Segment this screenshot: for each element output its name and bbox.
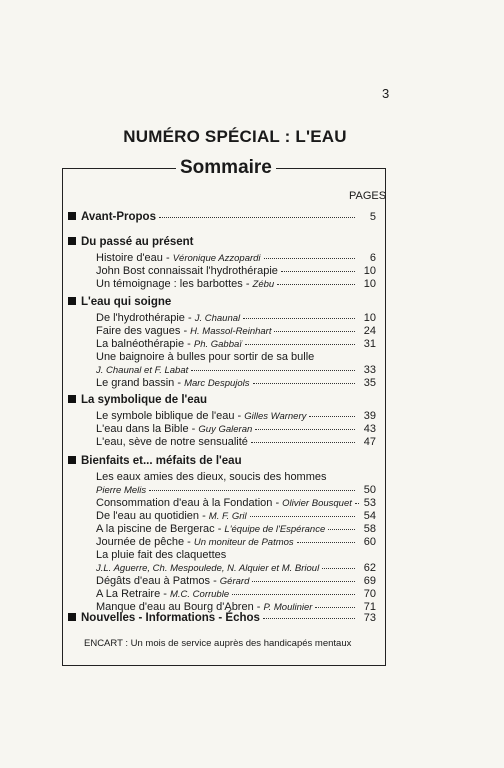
leader-dots: [250, 516, 355, 517]
section-heading: [68, 612, 376, 628]
entry-author: Olivier Bousquet: [282, 498, 352, 509]
entry-author: Pierre Melis: [96, 485, 147, 496]
section-nouvelles: [68, 612, 376, 628]
toc-entry: L'eau dans la Bible - Guy Galeran 43: [96, 423, 376, 435]
section-heading-label: La symbolique de l'eau: [81, 394, 208, 406]
entry-page-number: 53: [363, 497, 376, 509]
leader-dots: [253, 383, 355, 384]
entry-title: Un témoignage : les barbottes: [96, 278, 243, 290]
entry-page-number: 43: [363, 423, 376, 435]
pages-column-label: PAGES: [349, 190, 387, 202]
leader-dots: [251, 442, 355, 443]
entry-title: Le grand bassin: [96, 377, 175, 389]
leader-dots: [281, 271, 355, 272]
toc-entry: Manque d'eau au Bourg d'Abren - P. Moulinier 71: [96, 601, 376, 613]
leader-dots: [252, 581, 355, 582]
entry-author: P. Moulinier: [263, 602, 313, 613]
entry-page-number: 33: [363, 364, 376, 376]
toc-entry: A la piscine de Bergerac - L'équipe de l'Espérance 58: [96, 523, 376, 535]
entry-title: Faire des vagues: [96, 325, 181, 337]
leader-dots: [274, 331, 355, 332]
section-heading: [68, 455, 376, 471]
section-heading-label: Avant-Propos: [81, 211, 156, 223]
entry-title: Journée de pêche: [96, 536, 185, 548]
entry-page-number: 60: [363, 536, 376, 548]
leader-dots: [264, 258, 355, 259]
leader-dots: [255, 429, 355, 430]
entry-title: L'eau dans la Bible: [96, 423, 189, 435]
toc-entry: [68, 436, 376, 449]
leader-dots: [232, 594, 355, 595]
entry-title: De l'eau au quotidien: [96, 510, 200, 522]
entry-author: Ph. Gabbaï: [193, 339, 242, 350]
entry-author: J.L. Aguerre, Ch. Mespoulede, N. Alquier et M. Brioul: [96, 563, 320, 574]
entry-author: M. F. Gril: [208, 511, 247, 522]
toc-entry: A La Retraire - M.C. Corruble 70: [96, 588, 376, 600]
section-du-passe-au-present: [68, 236, 376, 291]
entry-title: Le symbole biblique de l'eau: [96, 410, 235, 422]
entry-page-number: 39: [363, 410, 376, 422]
entry-author: L'équipe de l'Espérance: [224, 524, 326, 535]
entry-page-number: 58: [363, 523, 376, 535]
toc-entry: [68, 265, 376, 278]
leader-dots: [263, 618, 355, 619]
entry-author: Véronique Azzopardi: [172, 253, 261, 264]
entry-page-number: 50: [363, 484, 376, 496]
toc-entry: [68, 471, 376, 484]
entry-page-number: 24: [363, 325, 376, 337]
entry-page-number: 10: [363, 278, 376, 290]
leader-dots: [159, 217, 355, 218]
entry-title: Les eaux amies des dieux, soucis des hommes: [96, 471, 327, 483]
entry-author: Guy Galeran: [198, 424, 253, 435]
toc-entry: Dégâts d'eau à Patmos - Gérard 69: [96, 575, 376, 587]
entry-author: Gilles Warnery: [244, 411, 307, 422]
toc-entry: Consommation d'eau à la Fondation - Olivier Bousquet 53: [96, 497, 376, 509]
entry-author: H. Massol-Reinhart: [190, 326, 272, 337]
entry-title: John Bost connaissait l'hydrothérapie: [96, 265, 278, 277]
leader-dots: [191, 370, 355, 371]
entry-title: La pluie fait des claquettes: [96, 549, 227, 561]
section-heading-label: Bienfaits et... méfaits de l'eau: [81, 455, 242, 467]
toc-entry: Le symbole biblique de l'eau - Gilles Warnery 39: [96, 410, 376, 422]
entry-title: L'eau, sève de notre sensualité: [96, 436, 248, 448]
entry-author: M.C. Corruble: [169, 589, 230, 600]
square-bullet-icon: [68, 297, 76, 305]
entry-page-number: 31: [363, 338, 376, 350]
entry-title: A La Retraire: [96, 588, 161, 600]
entry-author: J. Chaunal: [194, 313, 241, 324]
toc-entry: [68, 351, 376, 364]
leader-dots: [309, 416, 355, 417]
section-heading: [68, 211, 376, 227]
entry-page-number: 35: [363, 377, 376, 389]
toc-entry: De l'hydrothérapie - J. Chaunal 10: [96, 312, 376, 324]
section-l-eau-qui-soigne: [68, 296, 376, 390]
entry-title: Histoire d'eau: [96, 252, 163, 264]
toc-entry: Histoire d'eau - Véronique Azzopardi 6: [96, 252, 376, 264]
square-bullet-icon: [68, 212, 76, 220]
leader-dots: [355, 503, 359, 504]
entry-author: Marc Despujols: [184, 378, 250, 389]
entry-title: A la piscine de Bergerac: [96, 523, 215, 535]
square-bullet-icon: [68, 237, 76, 245]
section-heading: [68, 394, 376, 410]
toc-entry-continued: [68, 484, 376, 497]
entry-title: Manque d'eau au Bourg d'Abren: [96, 601, 254, 613]
entry-page-number: 70: [363, 588, 376, 600]
leader-dots: [328, 529, 355, 530]
entry-page-number: 10: [363, 265, 376, 277]
leader-dots: [149, 490, 355, 491]
section-bienfaits-et-mefaits: [68, 455, 376, 614]
square-bullet-icon: [68, 395, 76, 403]
section-heading-label: Du passé au présent: [81, 236, 194, 248]
leader-dots: [297, 542, 355, 543]
sommaire-heading: Sommaire: [176, 157, 276, 179]
leader-dots: [322, 568, 355, 569]
toc-entry: De l'eau au quotidien - M. F. Gril 54: [96, 510, 376, 522]
entry-title: Dégâts d'eau à Patmos: [96, 575, 211, 587]
entry-author: Un moniteur de Patmos: [193, 537, 294, 548]
square-bullet-icon: [68, 613, 76, 621]
entry-page-number: 62: [363, 562, 376, 574]
entry-page-number: 47: [363, 436, 376, 448]
entry-author: Zébu: [252, 279, 275, 290]
entry-author: Gérard: [219, 576, 250, 587]
section-heading: [68, 236, 376, 252]
entry-page-number: 71: [363, 601, 376, 613]
entry-title: Consommation d'eau à la Fondation: [96, 497, 273, 509]
entry-title: De l'hydrothérapie: [96, 312, 185, 324]
section-avant-propos: [68, 211, 376, 227]
toc-entry: Journée de pêche - Un moniteur de Patmos 60: [96, 536, 376, 548]
entry-title: Une baignoire à bulles pour sortir de sa bulle: [96, 351, 315, 363]
toc-entry: Faire des vagues - H. Massol-Reinhart 24: [96, 325, 376, 337]
entry-page-number: 10: [363, 312, 376, 324]
entry-title: La balnéothérapie: [96, 338, 185, 350]
entry-page-number: 69: [363, 575, 376, 587]
leader-dots: [277, 284, 355, 285]
leader-dots: [245, 344, 355, 345]
encart-note: ENCART : Un mois de service auprès des handicapés mentaux: [84, 638, 352, 649]
toc-entry-continued: [68, 364, 376, 377]
section-la-symbolique-de-l-eau: [68, 394, 376, 449]
entry-page-number: 54: [363, 510, 376, 522]
section-page-number: 5: [369, 211, 376, 223]
page-number: 3: [382, 86, 390, 101]
special-issue-title: NUMÉRO SPÉCIAL : L'EAU: [123, 127, 347, 146]
section-heading-label: Nouvelles - Informations - Échos: [81, 612, 260, 624]
square-bullet-icon: [68, 456, 76, 464]
entry-page-number: 6: [369, 252, 376, 264]
leader-dots: [243, 318, 355, 319]
toc-entry-continued: [68, 562, 376, 575]
section-heading: [68, 296, 376, 312]
section-heading-label: L'eau qui soigne: [81, 296, 172, 308]
toc-entry: Le grand bassin - Marc Despujols 35: [96, 377, 376, 389]
toc-entry: [68, 549, 376, 562]
entry-author: J. Chaunal et F. Labat: [96, 365, 189, 376]
leader-dots: [315, 607, 355, 608]
toc-entry: Un témoignage : les barbottes - Zébu 10: [96, 278, 376, 290]
section-page-number: 73: [363, 612, 376, 624]
toc-entry: La balnéothérapie - Ph. Gabbaï 31: [96, 338, 376, 350]
